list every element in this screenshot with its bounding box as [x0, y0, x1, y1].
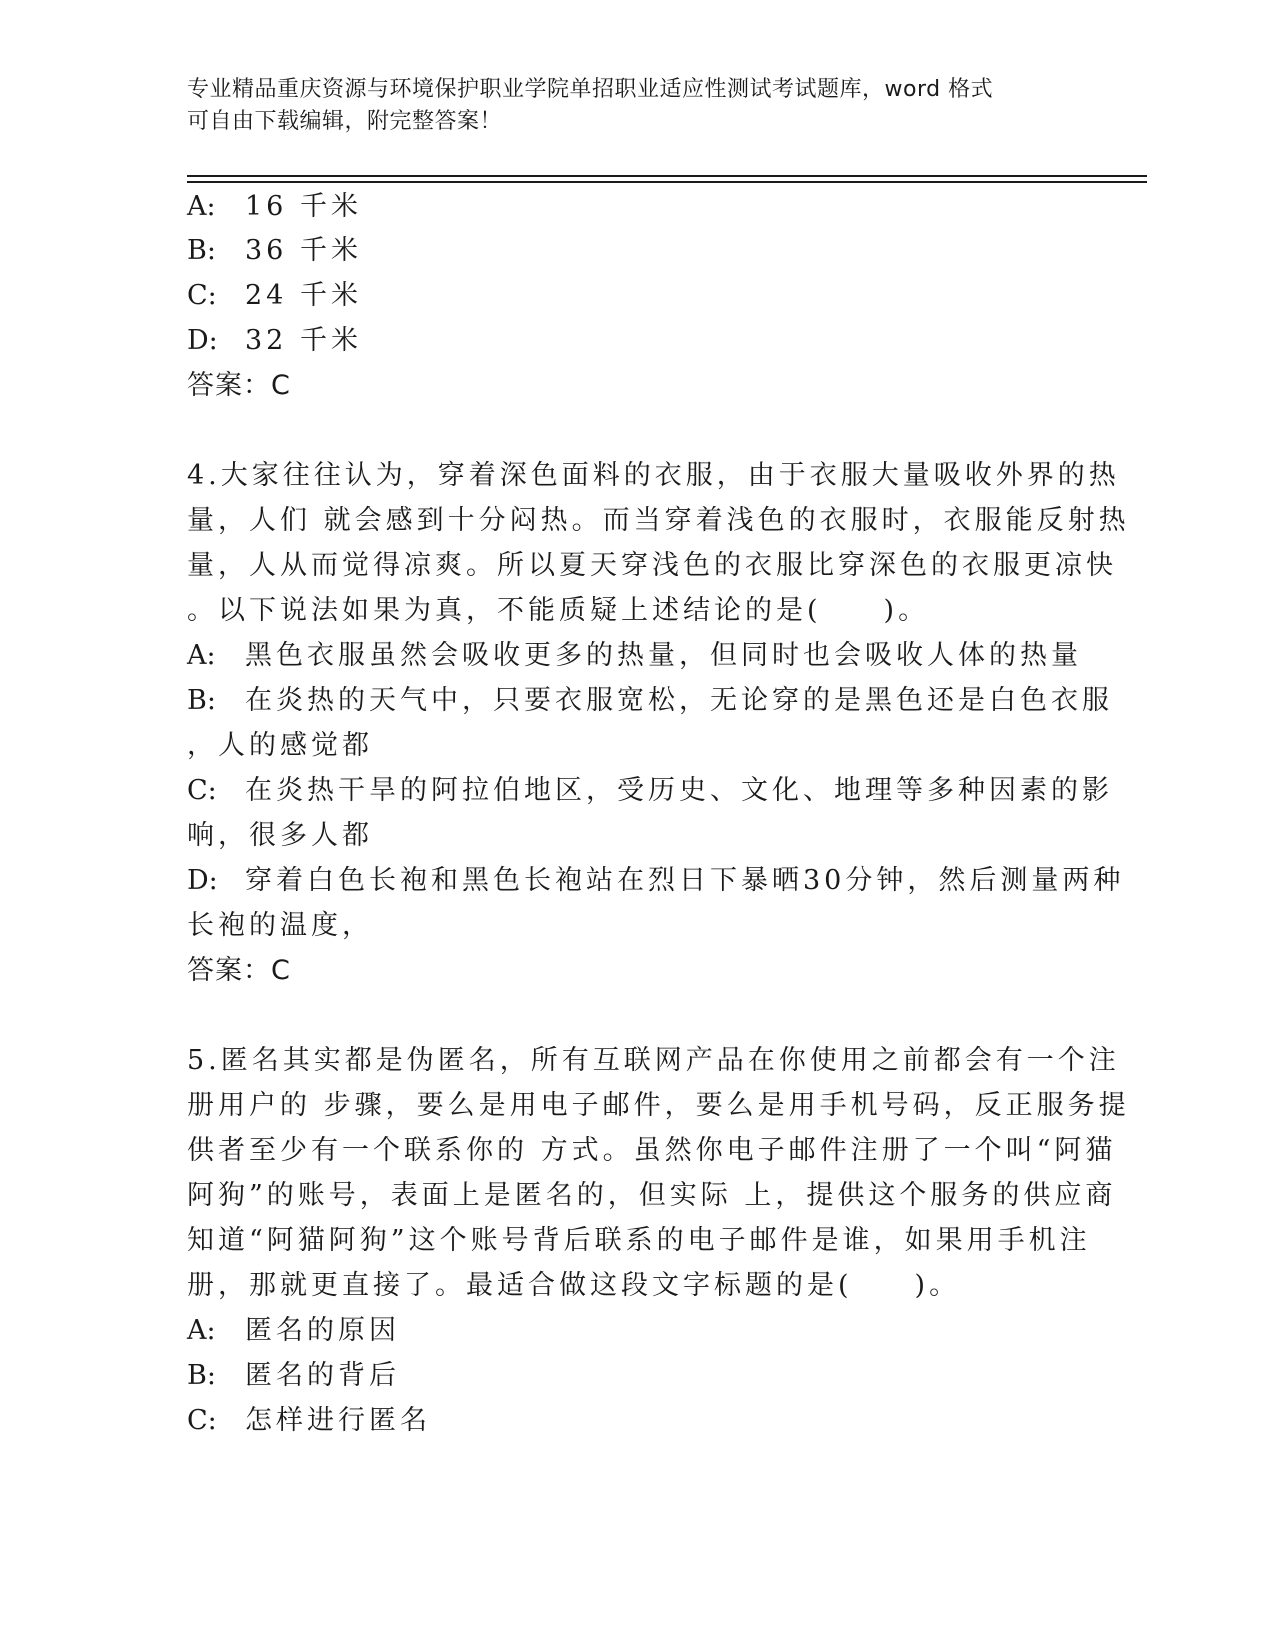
q5-stem-line-1: 5.匿名其实都是伪匿名，所有互联网产品在你使用之前都会有一个注: [187, 1045, 1120, 1076]
option-text: 匿名的背后: [245, 1360, 400, 1391]
q3-option-d: [187, 321, 362, 361]
q4-stem-line-2: 量，人们 就会感到十分闷热。而当穿着浅色的衣服时，衣服能反射热: [187, 505, 1130, 536]
option-label: A:: [187, 191, 216, 222]
option-label: D:: [187, 325, 218, 356]
q5-stem-line-5: 知道“阿猫阿狗”这个账号背后联系的电子邮件是谁，如果用手机注: [187, 1225, 1091, 1256]
header-rule-top: [187, 175, 1147, 177]
option-text: 黑色衣服虽然会吸收更多的热量，但同时也会吸收人体的热量: [245, 640, 1082, 671]
header-line-1: 专业精品重庆资源与环境保护职业学院单招职业适应性测试考试题库，word 格式: [187, 77, 994, 102]
option-label: C:: [187, 775, 217, 806]
option-label: A:: [187, 640, 216, 671]
q5-stem-line-2: 册用户的 步骤，要么是用电子邮件，要么是用手机号码，反正服务提: [187, 1090, 1130, 1121]
option-text: 穿着白色长袍和黑色长袍站在烈日下暴晒30分钟，然后测量两种: [245, 865, 1125, 896]
q4-option-d: [187, 861, 1124, 901]
option-text: 36 千米: [245, 235, 362, 266]
option-label: C:: [187, 280, 217, 311]
q3-answer: 答案：C: [187, 370, 291, 401]
option-text: 在炎热干旱的阿拉伯地区，受历史、文化、地理等多种因素的影: [245, 775, 1113, 806]
q5-option-b: [187, 1356, 400, 1396]
q4-option-a: [187, 636, 1082, 676]
header-rule-bottom: [187, 181, 1147, 183]
q3-option-a: [187, 187, 362, 227]
option-label: D:: [187, 865, 218, 896]
q3-option-b: [187, 231, 362, 271]
q4-stem-line-1: 4.大家往往认为，穿着深色面料的衣服，由于衣服大量吸收外界的热: [187, 460, 1120, 491]
option-text: 16 千米: [245, 191, 362, 222]
option-label: B:: [187, 235, 216, 266]
q4-stem-line-4: 。以下说法如果为真，不能质疑上述结论的是( )。: [187, 595, 930, 626]
option-label: C:: [187, 1405, 217, 1436]
header-line-2: 可自由下载编辑，附完整答案！: [187, 109, 503, 134]
q4-option-d-continuation: 长袍的温度，: [187, 910, 373, 941]
q4-answer: 答案：C: [187, 955, 291, 986]
q5-stem-line-4: 阿狗”的账号，表面上是匿名的，但实际 上，提供这个服务的供应商: [187, 1180, 1117, 1211]
q5-stem-line-6: 册，那就更直接了。最适合做这段文字标题的是( )。: [187, 1270, 961, 1301]
q4-option-c: [187, 771, 1113, 811]
option-text: 怎样进行匿名: [245, 1405, 431, 1436]
option-text: 匿名的原因: [245, 1315, 400, 1346]
option-text: 24 千米: [245, 280, 362, 311]
q4-option-c-continuation: 响，很多人都: [187, 820, 373, 851]
q4-option-b-continuation: ，人的感觉都: [187, 730, 373, 761]
q4-option-b: [187, 681, 1113, 721]
q4-stem-line-3: 量，人从而觉得凉爽。所以夏天穿浅色的衣服比穿深色的衣服更凉快: [187, 550, 1117, 581]
option-text: 32 千米: [245, 325, 362, 356]
q5-option-a: [187, 1311, 400, 1351]
option-text: 在炎热的天气中，只要衣服宽松，无论穿的是黑色还是白色衣服: [245, 685, 1113, 716]
q5-stem-line-3: 供者至少有一个联系你的 方式。虽然你电子邮件注册了一个叫“阿猫: [187, 1135, 1117, 1166]
q5-option-c: [187, 1401, 431, 1441]
document-header: [187, 74, 1067, 138]
option-label: B:: [187, 685, 216, 716]
option-label: B:: [187, 1360, 216, 1391]
q3-option-c: [187, 276, 362, 316]
option-label: A:: [187, 1315, 216, 1346]
